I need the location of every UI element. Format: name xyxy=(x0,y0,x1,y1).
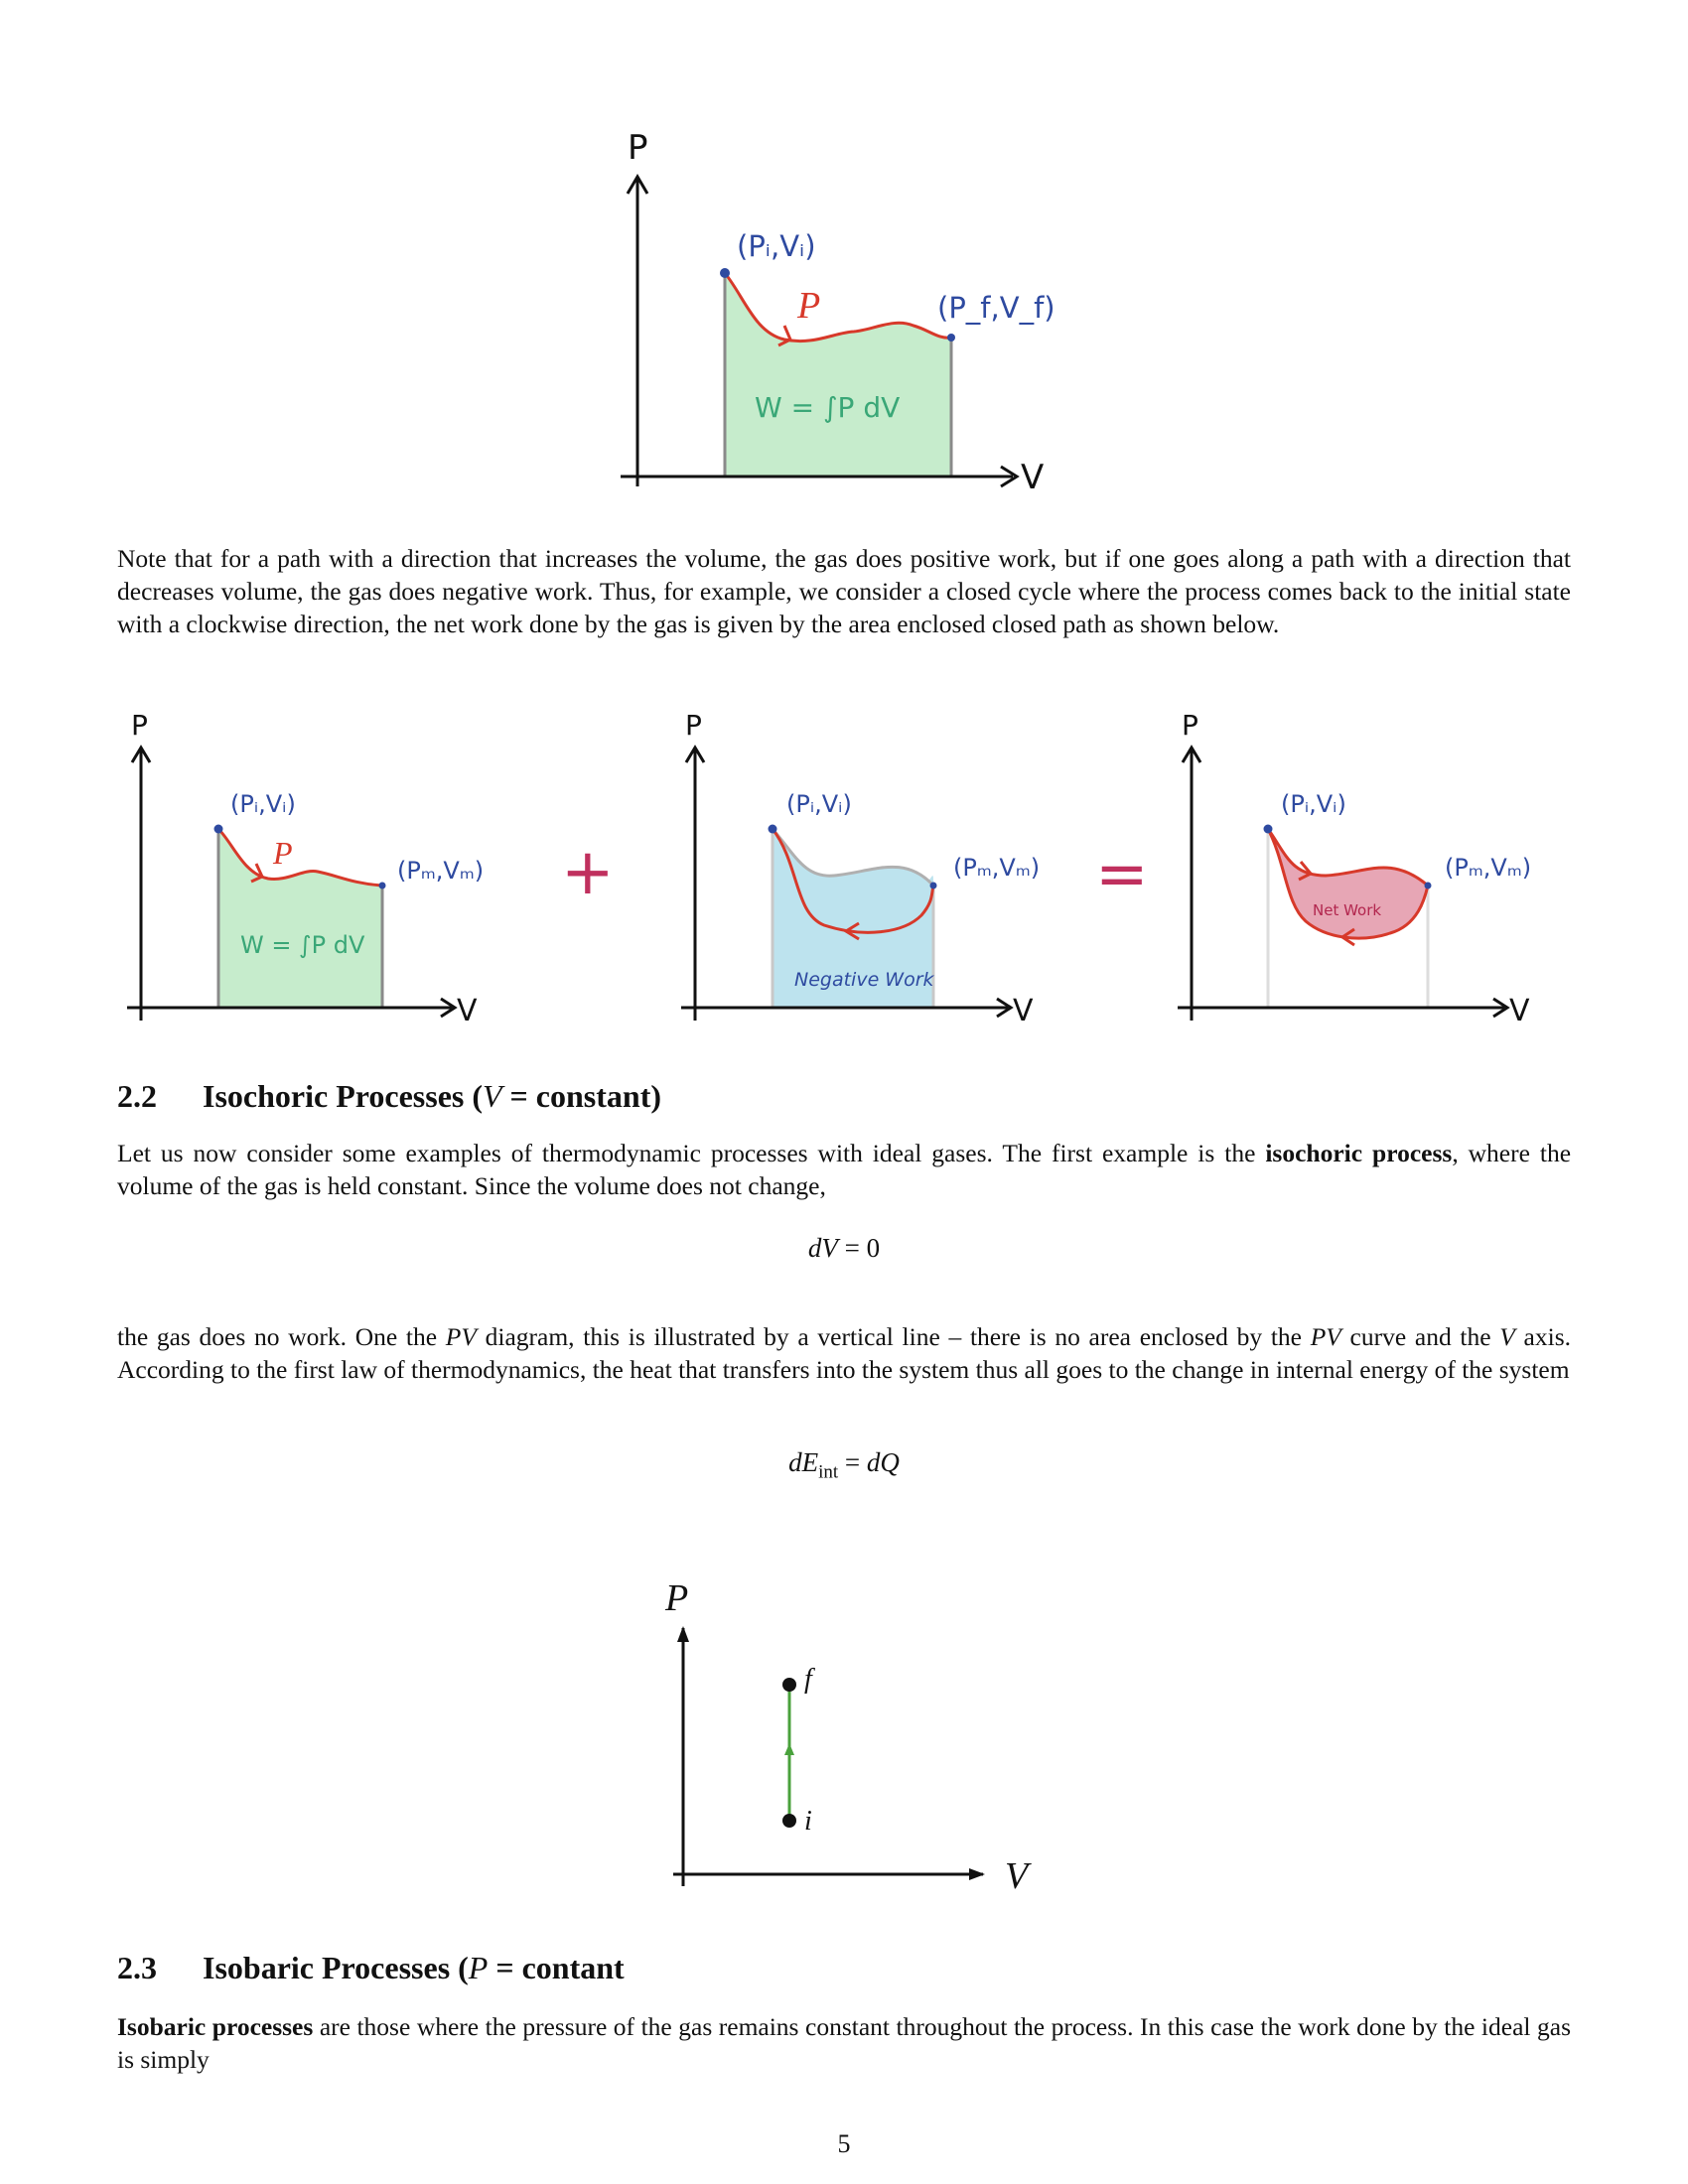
panel-c-work-label: Net Work xyxy=(1313,901,1382,919)
final-state-label: (P_f,V_f) xyxy=(937,291,1055,325)
eq-sub: int xyxy=(818,1461,839,1483)
final-state-dot xyxy=(947,334,955,341)
panel-b-final-state: (Pₘ,Vₘ) xyxy=(953,854,1041,882)
eq-rhs: 0 xyxy=(866,1233,881,1263)
panel-c-v-label: V xyxy=(1509,994,1530,1028)
v-axis-label: V xyxy=(1021,458,1045,497)
figure-2-net-work xyxy=(109,705,1579,1032)
text: Let us now consider some examples of thermodynamic processes with ideal gases. The first example is the xyxy=(117,1139,1266,1167)
panel-a-v-label: V xyxy=(457,994,478,1028)
paragraph-isochoric-intro xyxy=(117,1137,1571,1202)
p-axis-label: P xyxy=(628,128,648,168)
text: are those where the pressure of the gas remains constant throughout the process. In this case the work done by the ideal gas is simply xyxy=(117,2012,1571,2074)
initial-point xyxy=(782,1814,796,1828)
work-area-fill xyxy=(725,273,951,477)
panel-c-p-label: P xyxy=(1182,709,1198,742)
initial-state-label: (Pᵢ,Vᵢ) xyxy=(737,229,816,263)
plus-sign: + xyxy=(561,836,615,909)
panel-negative-work xyxy=(681,709,1040,1028)
panel-a-work-label: W = ∫P dV xyxy=(240,931,365,959)
math-pv: PV xyxy=(445,1322,477,1351)
panel-b-work-label: Negative Work xyxy=(794,969,934,991)
section-title-a: Isochoric Processes ( xyxy=(203,1078,483,1114)
figure-1-pv-work xyxy=(596,119,1112,506)
work-label: W = ∫P dV xyxy=(755,391,901,424)
panel-a-p-label: P xyxy=(131,709,148,742)
section-number: 2.2 xyxy=(117,1078,157,1114)
paragraph-closed-cycle: Note that for a path with a direction that increases the volume, the gas does positive work, but if one goes along a path with a direction that decreases volume, the gas does negative work. Thus, for example, we consider a closed cycle where the process comes back to the initial state with a clockwise direction, the net work done by the gas is given by the area enclosed closed path as shown below. xyxy=(117,544,1571,638)
equals-sign: = xyxy=(1095,838,1149,911)
panel-b-initial-state: (Pᵢ,Vᵢ) xyxy=(786,790,852,818)
text: curve and the xyxy=(1340,1322,1500,1351)
bold-isobaric: Isobaric processes xyxy=(117,2012,314,2041)
math-pv: PV xyxy=(1310,1322,1341,1351)
paragraph-isochoric-work xyxy=(117,1320,1571,1386)
section-title-var: P xyxy=(468,1950,489,1985)
panel-positive-work xyxy=(127,709,484,1028)
panel-c-initial-state: (Pᵢ,Vᵢ) xyxy=(1281,790,1346,818)
eq-lhs: dV xyxy=(807,1233,838,1263)
section-title-a: Isobaric Processes ( xyxy=(203,1950,469,1985)
paragraph-isobaric xyxy=(117,2010,1571,2076)
panel-a-final-state: (Pₘ,Vₘ) xyxy=(397,857,485,885)
math-v: V xyxy=(1499,1322,1515,1351)
section-heading-isochoric xyxy=(117,1078,661,1115)
equation-dv xyxy=(0,1233,1688,1264)
section-heading-isobaric xyxy=(117,1950,625,1986)
path-label: P xyxy=(797,285,821,327)
page-number: 5 xyxy=(837,2129,851,2158)
text: diagram, this is illustrated by a vertical line – there is no area enclosed by the xyxy=(476,1322,1311,1351)
panel-b-v-label: V xyxy=(1013,994,1034,1028)
section-title-var: V xyxy=(483,1078,502,1114)
text: , where the volume of the gas is held constant. Since the volume does not change, xyxy=(117,1139,1572,1200)
eq-lhs: dE xyxy=(788,1447,819,1477)
figure-3-isochoric-pv xyxy=(635,1569,1072,1906)
p-axis-label: P xyxy=(665,1577,689,1619)
initial-label: i xyxy=(804,1806,812,1837)
panel-a-initial-state: (Pᵢ,Vᵢ) xyxy=(230,790,296,818)
bold-isochoric: isochoric xyxy=(1265,1139,1363,1167)
equation-first-law xyxy=(0,1447,1688,1483)
text: axis. According to the first law of thermodynamics, the heat that transfers into the system thus all goes to the change in internal energy of the system xyxy=(117,1322,1572,1384)
section-number: 2.3 xyxy=(117,1950,157,1985)
eq-op: = xyxy=(837,1233,867,1263)
eq-rhs: dQ xyxy=(866,1447,900,1477)
v-axis-label: V xyxy=(1005,1855,1029,1897)
bold-process: process xyxy=(1372,1139,1453,1167)
final-point xyxy=(782,1678,796,1692)
panel-net-work xyxy=(1178,709,1531,1028)
text: the gas does no work. One the xyxy=(117,1322,446,1351)
section-title-b: = contant xyxy=(488,1950,625,1985)
final-label: f xyxy=(804,1664,812,1695)
panel-a-path-label: P xyxy=(273,835,293,871)
section-title-b: = constant) xyxy=(501,1078,661,1114)
eq-op: = xyxy=(838,1447,867,1477)
panel-b-p-label: P xyxy=(685,709,702,742)
initial-state-dot xyxy=(720,268,730,278)
panel-c-final-state: (Pₘ,Vₘ) xyxy=(1445,854,1532,882)
